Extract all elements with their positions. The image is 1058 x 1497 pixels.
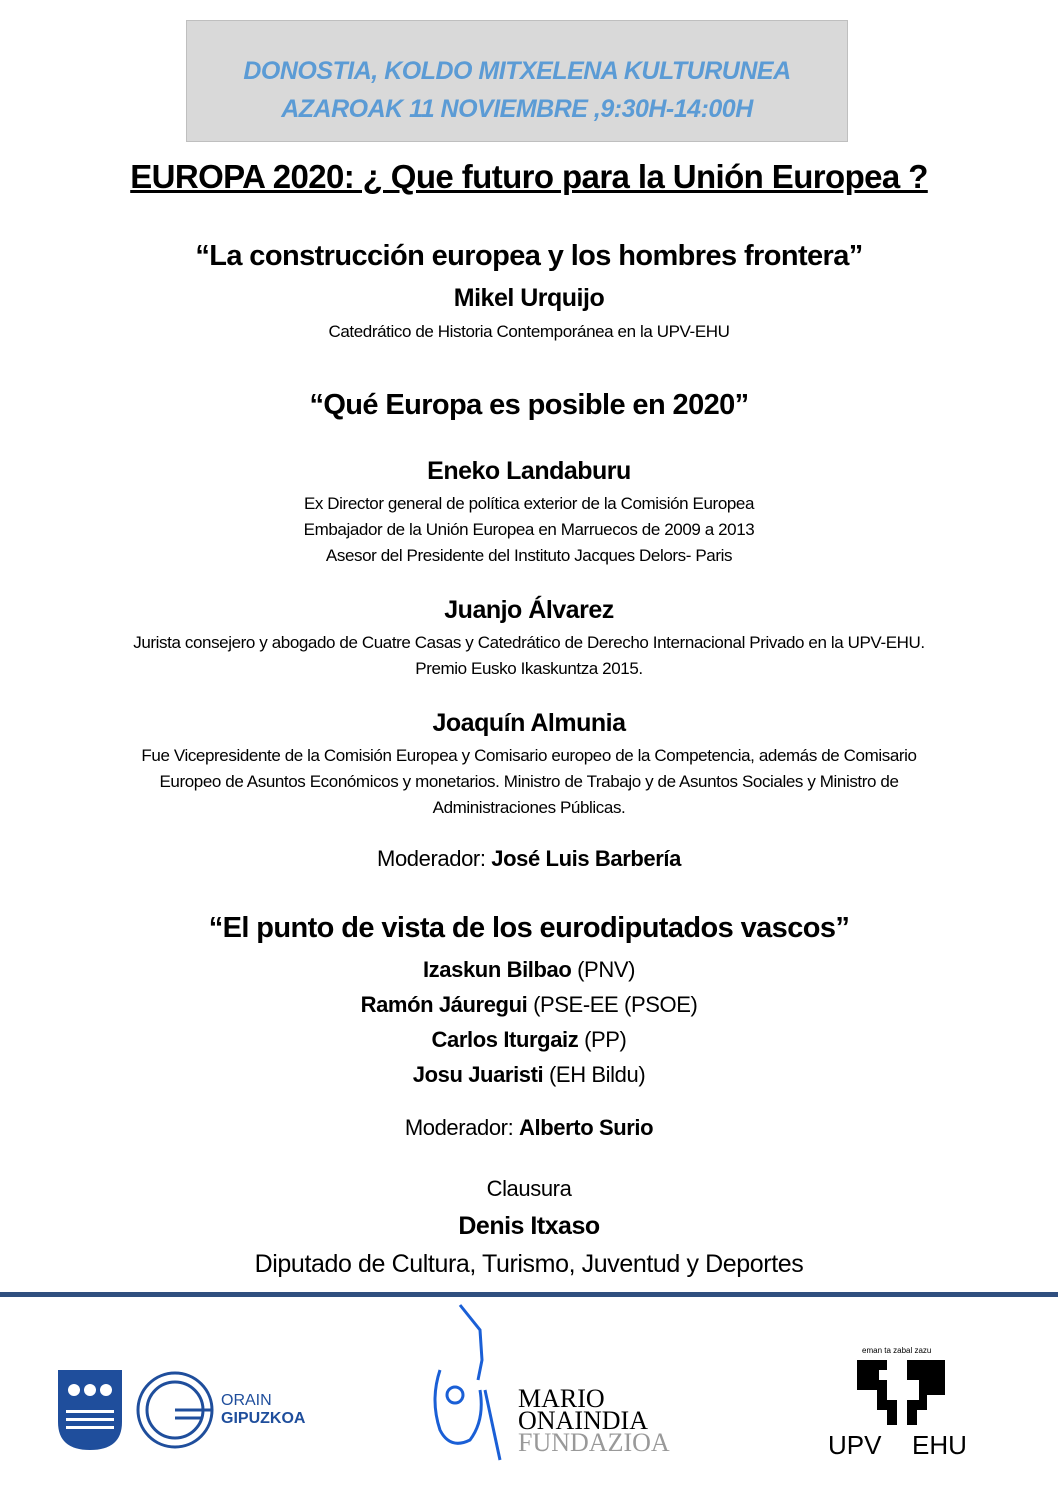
moderator-label: Moderador: — [404, 1115, 514, 1140]
mep-name: Josu Juaristi — [412, 1062, 544, 1087]
speaker-role: Asesor del Presidente del Instituto Jacques Delors- Paris — [325, 546, 733, 565]
mario-onaindia-portrait-logo — [420, 1300, 515, 1465]
moderator-name: José Luis Barbería — [491, 846, 681, 871]
speaker-role: Premio Eusko Ikaskuntza 2015. — [415, 659, 643, 678]
speaker-role: Ex Director general de política exterior de la Comisión Europea — [303, 494, 755, 513]
closing-role: Diputado de Cultura, Turismo, Juventud y Deportes — [254, 1250, 804, 1278]
mario-line1: MARIO — [518, 1384, 605, 1413]
mep — [0, 1022, 1058, 1057]
gipuzkoa-shield-logo — [58, 1370, 122, 1450]
speaker-name: Juanjo Álvarez — [444, 596, 614, 624]
mep-name: Carlos Iturgaiz — [431, 1027, 579, 1052]
date-time: AZAROAK 11 NOVIEMBRE ,9:30H-14:00H — [281, 95, 753, 123]
mep — [0, 952, 1058, 987]
closing-speaker: Denis Itxaso — [458, 1212, 600, 1240]
mario-onaindia-text — [518, 1384, 670, 1457]
venue: DONOSTIA, KOLDO MITXELENA KULTURUNEA — [243, 57, 791, 85]
mario-line2: ONAINDIA — [518, 1406, 648, 1435]
mep-name: Izaskun Bilbao — [422, 957, 572, 982]
moderator-name: Alberto Surio — [519, 1115, 654, 1140]
mep-party: (PSE-EE (PSOE) — [533, 992, 698, 1017]
moderator — [0, 846, 1058, 872]
mep — [0, 987, 1058, 1022]
upv-ehu-logo — [857, 1360, 947, 1425]
upv-label: UPV — [828, 1430, 882, 1460]
speaker-role: Embajador de la Unión Europea en Marruecos de 2009 a 2013 — [303, 520, 755, 539]
speaker-role: Administraciones Públicas. — [432, 798, 626, 817]
ehu-label: EHU — [912, 1430, 967, 1460]
divider — [0, 1292, 1058, 1297]
mario-line3: FUNDAZIOA — [518, 1428, 670, 1457]
talk-title: “El punto de vista de los eurodiputados vascos” — [208, 912, 850, 944]
speaker-role: Europeo de Asuntos Económicos y monetarios. Ministro de Trabajo y de Asuntos Sociales y Ministro de — [159, 772, 899, 791]
mep-party: (PNV) — [577, 957, 636, 982]
moderator-label: Moderador: — [377, 846, 486, 871]
mep — [0, 1057, 1058, 1092]
speaker-name: Joaquín Almunia — [432, 709, 626, 737]
talk-title: “Qué Europa es posible en 2020” — [309, 389, 749, 421]
mep-list — [0, 952, 1058, 1092]
gipuzkoa-text — [221, 1392, 305, 1428]
mep-party: (PP) — [584, 1027, 627, 1052]
page-title: EUROPA 2020: ¿ Que futuro para la Unión Europea ? — [130, 158, 928, 195]
gipuzkoa-g-logo — [135, 1370, 215, 1450]
upv-motto: eman ta zabal zazu — [862, 1346, 932, 1355]
speaker-role: Fue Vicepresidente de la Comisión Europea y Comisario europeo de la Competencia, además de Comisario — [141, 746, 917, 765]
speaker-name: Eneko Landaburu — [427, 457, 631, 485]
mep-party: (EH Bildu) — [549, 1062, 646, 1087]
speaker-role: Catedrático de Historia Contemporánea en la UPV-EHU — [328, 322, 730, 341]
venue-banner — [186, 20, 848, 142]
speaker-role: Jurista consejero y abogado de Cuatre Casas y Catedrático de Derecho Internacional Privado en la UPV-EHU. — [133, 633, 925, 652]
speaker-name: Mikel Urquijo — [453, 284, 605, 312]
moderator — [0, 1115, 1058, 1141]
gipuzkoa-line2: GIPUZKOA — [221, 1410, 306, 1427]
mep-name: Ramón Jáuregui — [360, 992, 528, 1017]
talk-title: “La construcción europea y los hombres frontera” — [195, 240, 863, 272]
gipuzkoa-line1: ORAIN — [221, 1392, 272, 1409]
closing-label: Clausura — [486, 1176, 572, 1201]
